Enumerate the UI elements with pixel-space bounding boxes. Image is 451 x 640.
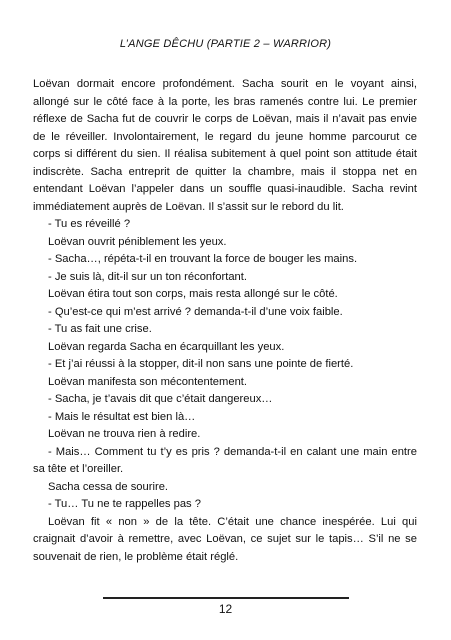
paragraph: - Tu… Tu ne te rappelles pas ? (48, 498, 201, 510)
paragraph: - Sacha…, répéta-t-il en trouvant la force de bouger les mains. (48, 253, 358, 265)
paragraph: - Sacha, je t’avais dit que c’était dangereux… (48, 393, 273, 405)
page-number: 12 (218, 602, 233, 616)
paragraph: Loëvan manifesta son mécontentement. (48, 375, 248, 388)
paragraph: Loëvan regarda Sacha en écarquillant les yeux. (48, 340, 285, 353)
paragraph: - Mais le résultat est bien là… (48, 410, 196, 423)
paragraph: - Qu’est-ce qui m’est arrivé ? demanda-t-il d’une voix faible. (48, 305, 343, 318)
paragraph: - Je suis là, dit-il sur un ton réconfortant. (48, 270, 247, 283)
paragraph: Sacha cessa de sourire. (48, 480, 169, 493)
paragraph: Loëvan fit « non » de la tête. C’était une chance inespérée. Lui qui craignait d’avoir à remettre, avec Loëvan, ce sujet sur le tapis… S’il ne se souvenait de rien, le problème était réglé. (33, 515, 417, 563)
running-header: L’ANGE DÊCHU (PARTIE 2 – WARRIOR) (119, 38, 332, 50)
footer-divider (103, 597, 349, 599)
paragraph: - Tu es réveillé ? (48, 218, 131, 230)
page-body (33, 76, 417, 566)
paragraph: - Tu as fait une crise. (48, 323, 152, 335)
paragraph: - Et j’ai réussi à la stopper, dit-il non sans une pointe de fierté. (48, 358, 354, 370)
paragraph: - Mais… Comment tu t’y es pris ? demanda-t-il en calant une main entre sa tête et l’oreiller. (33, 445, 417, 475)
paragraph: Loëvan étira tout son corps, mais resta allongé sur le côté. (48, 288, 338, 300)
paragraph: Loëvan dormait encore profondément. Sacha sourit en le voyant ainsi, allongé sur le côté face à la porte, les bras ramenés contre lui. Le premier réflexe de Sacha fut de couvrir le corps de Loëvan, mais il n’avait pas envie de le réveiller. Involontairement, le regard du jeune homme parcourut ce corps si différent du sien. Il réalisa subitement à quel point son attitude était indiscrète. Sacha entreprit de quitter la chambre, mais il stoppa net en entendant Loëvan l’appeler dans un souffle quasi-inaudible. Sacha revint immédiatement auprès de Loëvan. Il s’assit sur le rebord du lit. (33, 78, 417, 213)
paragraph: Loëvan ouvrit péniblement les yeux. (48, 235, 227, 248)
paragraph: Loëvan ne trouva rien à redire. (48, 428, 201, 440)
